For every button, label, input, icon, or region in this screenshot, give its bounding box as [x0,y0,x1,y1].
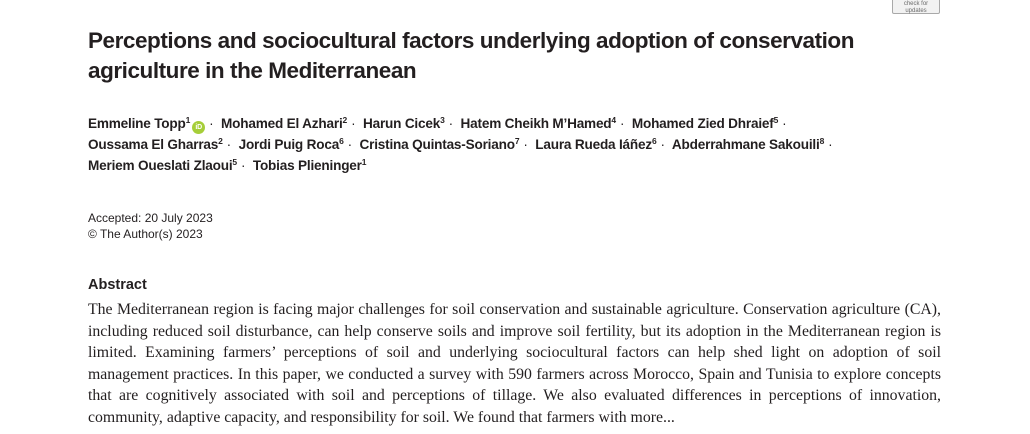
publication-meta [88,211,213,242]
affiliation-number: 1 [361,157,367,167]
check-for-updates-badge[interactable] [892,0,940,14]
badge-line-1: check for [903,1,929,7]
author-name[interactable]: Emmeline Topp [88,116,186,131]
abstract-body: The Mediterranean region is facing major challenges for soil conservation and sustainable agriculture. Conservation agriculture (CA), including reduced soil disturbance, can help conserve soils and improve soil fertility, but its adoption in the Mediterranean region is limited. Examining farmers’ perceptions of soil and underlying sociocultural factors can help shed light on adoption of soil management practices. In this paper, we conducted a survey with 590 farmers across Morocco, Spain and Tunisia to explore concepts that are cognitively associated with soil and perceptions of tillage. We also evaluated differences in perceptions of innovation, community, adaptive capacity, and responsibility for soil. We found that farmers with more... [88,301,941,426]
author-name[interactable]: Abderrahmane Sakouili [671,137,820,152]
accepted-date: Accepted: 20 July 2023 [88,211,213,225]
affiliation-number: 1 [185,115,191,125]
badge-line-2: updates [905,7,927,14]
affiliation-number: 3 [440,115,445,125]
author-name[interactable]: Hatem Cheikh M’Hamed [460,116,612,131]
author-name[interactable]: Harun Cicek [362,116,441,131]
orcid-icon[interactable]: iD [192,121,205,134]
author-name[interactable]: Cristina Quintas-Soriano [359,137,515,152]
affiliation-number: 7 [514,136,520,146]
affiliation-number: 4 [611,115,616,125]
author-name[interactable]: Mohamed Zied Dhraief [631,116,774,131]
author-list: Emmeline Topp$^1$iD · Mohamed El Azhari$^2$ · Harun Cicek$^3$ · Hatem Cheikh M’Hamed$^4$ · Mohamed Zied Dhraief$^5$ · Oussama El Gharras$^2$ · Jordi Puig Roca$^6$ · Cristina Quintas-Soriano$^7$ · Laura Rueda Iáñez$^6$ · Abderrahmane Sakouili$^8$ · Meriem Oueslati Zlaoui$^5$ · Tobias Plieninger$^1$ [88,115,833,173]
affiliation-number: 2 [342,115,348,125]
affiliation-number: 6 [339,136,344,146]
paper-title: Perceptions and sociocultural factors underlying adoption of conservation agriculture in the Mediterranean [88,28,855,83]
affiliation-number: 6 [651,136,657,146]
affiliation-number: 5 [773,115,779,125]
affiliation-number: 8 [819,136,825,146]
author-name[interactable]: Laura Rueda Iáñez [535,137,652,152]
author-name[interactable]: Tobias Plieninger [252,158,362,173]
author-name[interactable]: Mohamed El Azhari [221,116,343,131]
copyright-notice: © The Author(s) 2023 [88,226,203,241]
abstract-heading: Abstract [88,277,147,293]
author-name[interactable]: Oussama El Gharras [88,137,219,152]
affiliation-number: 5 [232,157,237,167]
affiliation-number: 2 [218,136,223,146]
author-name[interactable]: Meriem Oueslati Zlaoui [88,158,233,173]
author-name[interactable]: Jordi Puig Roca [238,137,340,152]
